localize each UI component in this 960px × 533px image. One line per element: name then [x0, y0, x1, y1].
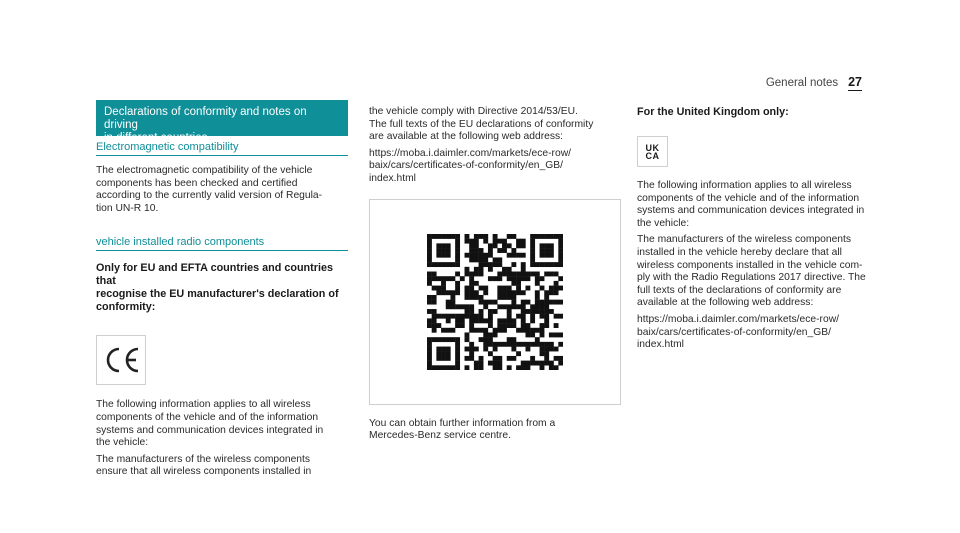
ce-mark-icon — [96, 335, 146, 385]
text-line: tion UN-R 10. — [96, 202, 159, 214]
text-line: the vehicle: — [96, 437, 149, 449]
url-line: baix/cars/certificates-of-conformity/en_GB/ — [637, 326, 831, 338]
text-line: full texts of the declarations of conformity are — [637, 284, 842, 296]
text-line: components of the vehicle and of the information — [96, 411, 319, 423]
text-line: installed in the vehicle hereby declare that all — [637, 246, 842, 258]
text-line: are available at the following web address: — [369, 131, 564, 143]
text-line: The full texts of the EU declarations of conformity — [369, 118, 594, 130]
text-line: The following information applies to all wireless — [96, 399, 311, 411]
manufacturer-paragraph — [96, 454, 348, 479]
heading-line: Only for EU and EFTA countries and countries that — [96, 262, 333, 288]
heading-line: conformity: — [96, 301, 156, 314]
text-line: The following information applies to all wireless — [637, 180, 852, 191]
info-paragraph — [96, 399, 348, 449]
page-number: 27 — [848, 75, 862, 89]
ukca-line: CA — [645, 150, 660, 161]
text-line: systems and communication devices integrated in — [637, 205, 865, 217]
ukca-mark — [646, 144, 660, 160]
text-line: ply with the Radio Regulations 2017 directive. The — [637, 272, 866, 284]
heading-line: recognise the EU manufacturer's declaration of — [96, 288, 339, 301]
text-line: Mercedes-Benz service centre. — [369, 430, 511, 442]
text-line: wireless components installed in the vehicle com- — [637, 259, 863, 271]
section-banner — [96, 100, 348, 144]
ukca-line: UK — [645, 142, 660, 153]
middle-column — [369, 106, 621, 443]
text-line: The manufacturers of the wireless components — [637, 234, 852, 246]
text-line: available at the following web address: — [637, 297, 814, 309]
banner-line: in different countries — [104, 132, 208, 144]
uk-url-paragraph — [637, 314, 869, 352]
text-line: the vehicle: — [637, 217, 690, 229]
text-line: components of the vehicle and of the information — [637, 192, 860, 204]
subheading-emc: Electromagnetic compatibility — [96, 141, 348, 156]
eu-heading — [96, 262, 348, 314]
qr-code-icon — [427, 234, 563, 370]
page-header — [766, 75, 862, 91]
subheading-radio: vehicle installed radio components — [96, 236, 348, 251]
banner-line: Declarations of conformity and notes on driving — [104, 106, 307, 131]
text-line: The manufacturers of the wireless components — [96, 453, 311, 465]
right-column — [637, 106, 869, 352]
text-line: ensure that all wireless components installed in — [96, 466, 312, 478]
text-line: systems and communication devices integrated in — [96, 424, 324, 436]
left-column — [96, 100, 348, 479]
url-line: https://moba.i.daimler.com/markets/ece-row/ — [637, 313, 840, 325]
url-paragraph — [369, 148, 621, 186]
text-line: the vehicle comply with Directive 2014/53/EU. — [369, 106, 578, 117]
ce-mark-icon-svg — [101, 346, 141, 374]
ukca-mark-icon — [637, 136, 668, 167]
text-line: according to the currently valid version of Regula- — [96, 190, 323, 202]
qr-code-frame — [369, 199, 621, 405]
text-line: components has been checked and certified — [96, 177, 298, 189]
emc-paragraph — [96, 165, 348, 215]
uk-info-paragraph — [637, 180, 869, 230]
text-line: You can obtain further information from a — [369, 417, 556, 429]
text-line: The electromagnetic compatibility of the vehicle — [96, 165, 313, 176]
url-line: baix/cars/certificates-of-conformity/en_GB/ — [369, 160, 563, 172]
url-line: https://moba.i.daimler.com/markets/ece-row/ — [369, 147, 572, 159]
section-title: General notes — [765, 77, 839, 89]
directive-paragraph — [369, 106, 621, 144]
uk-heading: For the United Kingdom only: — [637, 106, 789, 118]
url-line: index.html — [369, 172, 416, 184]
url-line: index.html — [637, 339, 684, 351]
service-paragraph — [369, 418, 621, 443]
uk-manufacturer-paragraph — [637, 234, 869, 310]
